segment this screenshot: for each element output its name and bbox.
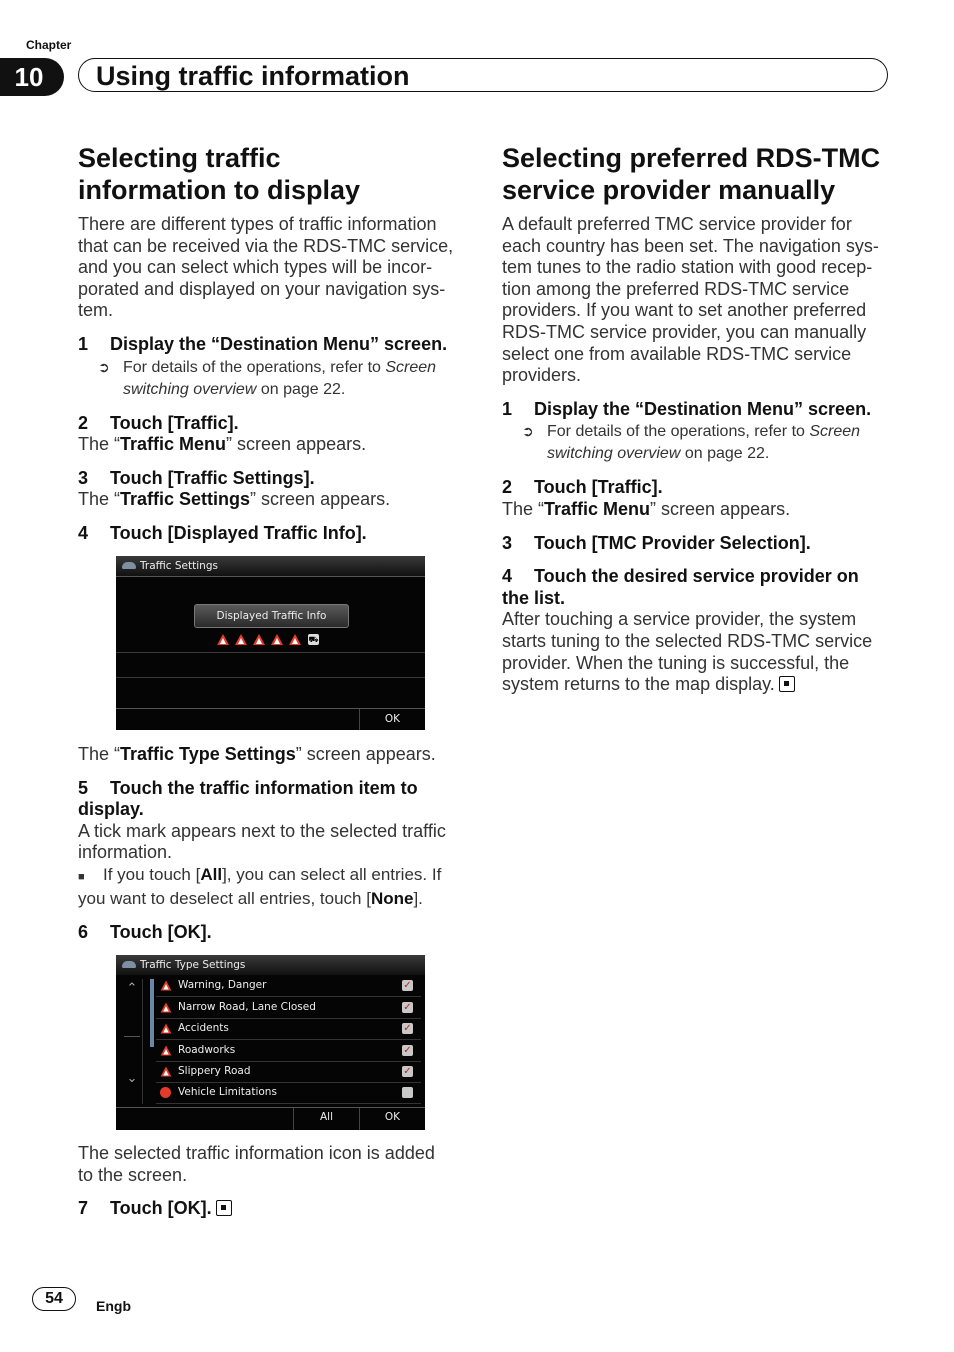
- screen-title: Traffic Type Settings: [140, 959, 246, 971]
- ok-button: OK: [384, 713, 401, 725]
- warning-icon: [253, 634, 265, 645]
- step-number: 3: [502, 532, 513, 553]
- right-heading: [502, 142, 897, 206]
- note-text: on page 22.: [680, 445, 770, 463]
- right-step-4: [502, 566, 897, 609]
- result-text: The “: [78, 744, 121, 764]
- right-step-2: [502, 477, 897, 499]
- divider: [116, 677, 425, 678]
- back-icon: [122, 961, 136, 968]
- all-button: All: [319, 1111, 334, 1123]
- end-mark-icon: [779, 676, 795, 692]
- check-icon: ✓: [403, 1045, 412, 1056]
- left-step-1-note: [78, 356, 468, 401]
- result-line: system returns to the map display.: [502, 674, 775, 695]
- left-step-7: [78, 1198, 468, 1220]
- ok-button: OK: [384, 1111, 401, 1123]
- result-bold: Traffic Settings: [120, 489, 251, 510]
- left-intro-line: that can be received via the RDS-TMC service,: [78, 235, 454, 256]
- vehicle-limit-icon: ⛟: [308, 635, 319, 644]
- result-text: ” screen appears.: [295, 744, 436, 764]
- step-number: 1: [502, 398, 513, 419]
- step-text: Touch [Traffic].: [110, 412, 239, 433]
- warning-icon: [289, 634, 301, 645]
- step-text: Display the “Destination Menu” screen.: [110, 333, 448, 354]
- bullet-text: If you touch [: [103, 864, 201, 884]
- step-text: Touch the traffic information item to: [110, 777, 418, 798]
- step-number: 3: [78, 467, 89, 488]
- back-icon: [122, 562, 136, 569]
- result-bold: Traffic Menu: [544, 498, 651, 519]
- step-text: Touch the desired service provider on: [534, 566, 859, 587]
- warning-icon: [161, 981, 172, 991]
- result-text: The “: [78, 489, 121, 510]
- warning-icon: [161, 1024, 172, 1034]
- left-column: [78, 142, 468, 545]
- result-line: to the screen.: [78, 1164, 188, 1185]
- traffic-type-settings-screenshot: [116, 955, 425, 1130]
- result-text: ” screen appears.: [226, 434, 367, 455]
- right-heading-line2: service provider manually: [502, 175, 836, 205]
- check-icon: ✓: [403, 1023, 412, 1034]
- right-intro-line: A default preferred TMC service provider for: [502, 214, 852, 234]
- right-step-1-note: [502, 420, 897, 465]
- scroll-down-icon: ⌄: [126, 1071, 138, 1086]
- list-item: [156, 1061, 421, 1083]
- step-text: Touch [OK].: [110, 921, 212, 942]
- note-link: switching overview: [123, 380, 257, 398]
- note-text: on page 22.: [256, 380, 346, 398]
- result-line: The selected traffic information icon is added: [78, 1143, 435, 1163]
- result-line: provider. When the tuning is successful, the: [502, 652, 850, 673]
- right-step-3: [502, 533, 897, 555]
- right-intro-line: tion among the preferred RDS-TMC service: [502, 278, 850, 299]
- left-step-3-result: [78, 489, 468, 511]
- result-line: A tick mark appears next to the selected traffic: [78, 820, 446, 841]
- screen-title-bar: [116, 556, 425, 576]
- warning-icon: [271, 634, 283, 645]
- right-heading-line1: Selecting preferred RDS-TMC: [502, 143, 881, 173]
- warning-icon: [161, 1046, 172, 1056]
- left-step-2: [78, 413, 468, 435]
- square-bullet-icon: ■: [78, 870, 85, 883]
- step-text: the list.: [502, 587, 566, 608]
- step-number: 7: [78, 1198, 89, 1219]
- right-intro: [502, 214, 897, 387]
- result-line: starts tuning to the selected RDS-TMC service: [502, 630, 873, 651]
- step-text: Touch [Traffic Settings].: [110, 467, 315, 488]
- result-text: The “: [502, 498, 545, 519]
- step-text: Display the “Destination Menu” screen.: [534, 398, 872, 419]
- result-text: ” screen appears.: [250, 489, 391, 510]
- note-text: For details of the operations, refer to: [547, 423, 810, 441]
- divider: [116, 576, 425, 577]
- step-number: 1: [78, 333, 89, 354]
- right-intro-line: select one from available RDS-TMC service: [502, 343, 852, 364]
- result-line: After touching a service provider, the system: [502, 609, 857, 630]
- step-text: Touch [Displayed Traffic Info].: [110, 522, 367, 543]
- note-text: For details of the operations, refer to: [123, 358, 386, 376]
- traffic-icons-row: [214, 634, 319, 645]
- note-link: Screen: [809, 423, 861, 441]
- left-step-4: [78, 523, 468, 545]
- warning-icon: [161, 1003, 172, 1013]
- step-number: 2: [502, 477, 513, 498]
- arrow-icon: ➲: [98, 358, 110, 375]
- left-heading-line1: Selecting traffic: [78, 143, 281, 173]
- divider: [116, 652, 425, 653]
- right-intro-line: tem tunes to the radio station with good recep-: [502, 257, 873, 278]
- bullet-text: ].: [413, 888, 423, 908]
- vehicle-limit-icon: [160, 1087, 171, 1098]
- chapter-label: Chapter: [26, 38, 72, 52]
- left-step-5: [78, 778, 468, 821]
- right-step-1: [502, 399, 897, 421]
- right-intro-line: providers.: [502, 365, 582, 386]
- left-column-2: [78, 744, 468, 944]
- left-step-3: [78, 468, 468, 490]
- bullet-bold: All: [200, 864, 223, 884]
- end-mark-icon: [216, 1200, 232, 1216]
- right-step-4-result: [502, 609, 897, 695]
- divider: [124, 1036, 140, 1037]
- check-icon: ✓: [403, 980, 412, 991]
- note-link: Screen: [385, 358, 437, 376]
- language-code: Engb: [96, 1298, 131, 1314]
- right-column: [502, 142, 897, 696]
- list-item: [156, 1018, 421, 1040]
- right-intro-line: each country has been set. The navigation sys-: [502, 235, 879, 256]
- left-intro-line: and you can select which types will be incor-: [78, 257, 433, 278]
- warning-icon: [235, 634, 247, 645]
- divider: [116, 1107, 425, 1108]
- list-item: [156, 975, 421, 997]
- warning-icon: [217, 634, 229, 645]
- bullet-text: ], you can select all entries. If: [222, 864, 442, 884]
- result-bold: Traffic Type Settings: [120, 744, 296, 764]
- bullet-text: you want to deselect all entries, touch [: [78, 888, 371, 908]
- result-text: The “: [78, 434, 121, 455]
- screen-title-bar: [116, 955, 425, 975]
- row-label: Vehicle Limitations: [178, 1086, 277, 1098]
- right-intro-line: providers. If you want to set another preferred: [502, 300, 867, 321]
- row-label: Roadworks: [178, 1044, 236, 1056]
- step-number: 2: [78, 412, 89, 433]
- check-icon: ✓: [403, 1002, 412, 1013]
- check-icon: ✓: [403, 1066, 412, 1077]
- displayed-traffic-info-button: Displayed Traffic Info: [194, 604, 349, 628]
- left-heading: [78, 142, 468, 206]
- step-number: 4: [78, 522, 89, 543]
- arrow-icon: ➲: [522, 423, 534, 440]
- step-text: display.: [78, 799, 144, 820]
- row-label: Narrow Road, Lane Closed: [178, 1001, 316, 1013]
- traffic-settings-screenshot: [116, 556, 425, 730]
- left-intro-line: There are different types of traffic information: [78, 214, 437, 234]
- left-step-1: [78, 334, 468, 356]
- step-number: 4: [502, 566, 513, 587]
- result-text: ” screen appears.: [650, 498, 791, 519]
- left-intro: [78, 214, 468, 322]
- left-column-3: [78, 1143, 468, 1220]
- chapter-title: Using traffic information: [96, 61, 410, 91]
- left-intro-line: porated and displayed on your navigation sys-: [78, 278, 446, 299]
- row-label: Warning, Danger: [178, 979, 267, 991]
- list-item: [156, 1082, 421, 1104]
- step-text: Touch [TMC Provider Selection].: [534, 532, 811, 553]
- all-none-bullet: [78, 864, 468, 910]
- after-screen1-text: [78, 744, 468, 766]
- list-item: [156, 997, 421, 1019]
- left-heading-line2: information to display: [78, 175, 361, 205]
- left-step-2-result: [78, 434, 468, 456]
- right-intro-line: RDS-TMC service provider, you can manually: [502, 321, 867, 342]
- bullet-bold: None: [370, 888, 414, 908]
- list-item: [156, 1040, 421, 1062]
- scroll-up-icon: ⌃: [126, 981, 138, 996]
- row-label: Accidents: [178, 1022, 229, 1034]
- note-link: switching overview: [547, 445, 681, 463]
- left-step-6: [78, 922, 468, 944]
- left-step-5-result: [78, 821, 468, 864]
- check-icon: [402, 1087, 413, 1098]
- chapter-number: 10: [0, 58, 64, 96]
- divider: [116, 708, 425, 709]
- after-screen2-text: [78, 1143, 468, 1186]
- result-bold: Traffic Menu: [120, 434, 227, 455]
- left-intro-line: tem.: [78, 300, 114, 321]
- scroll-bar: [122, 979, 143, 1104]
- step-text: Touch [Traffic].: [534, 477, 663, 498]
- warning-icon: [161, 1067, 172, 1077]
- step-text: Touch [OK].: [110, 1198, 212, 1219]
- right-step-2-result: [502, 499, 897, 521]
- page-number: 54: [32, 1287, 76, 1311]
- step-number: 5: [78, 777, 89, 798]
- scroll-thumb: [150, 979, 154, 1047]
- step-number: 6: [78, 921, 89, 942]
- result-line: information.: [78, 842, 173, 863]
- screen-title: Traffic Settings: [140, 560, 218, 572]
- row-label: Slippery Road: [178, 1065, 251, 1077]
